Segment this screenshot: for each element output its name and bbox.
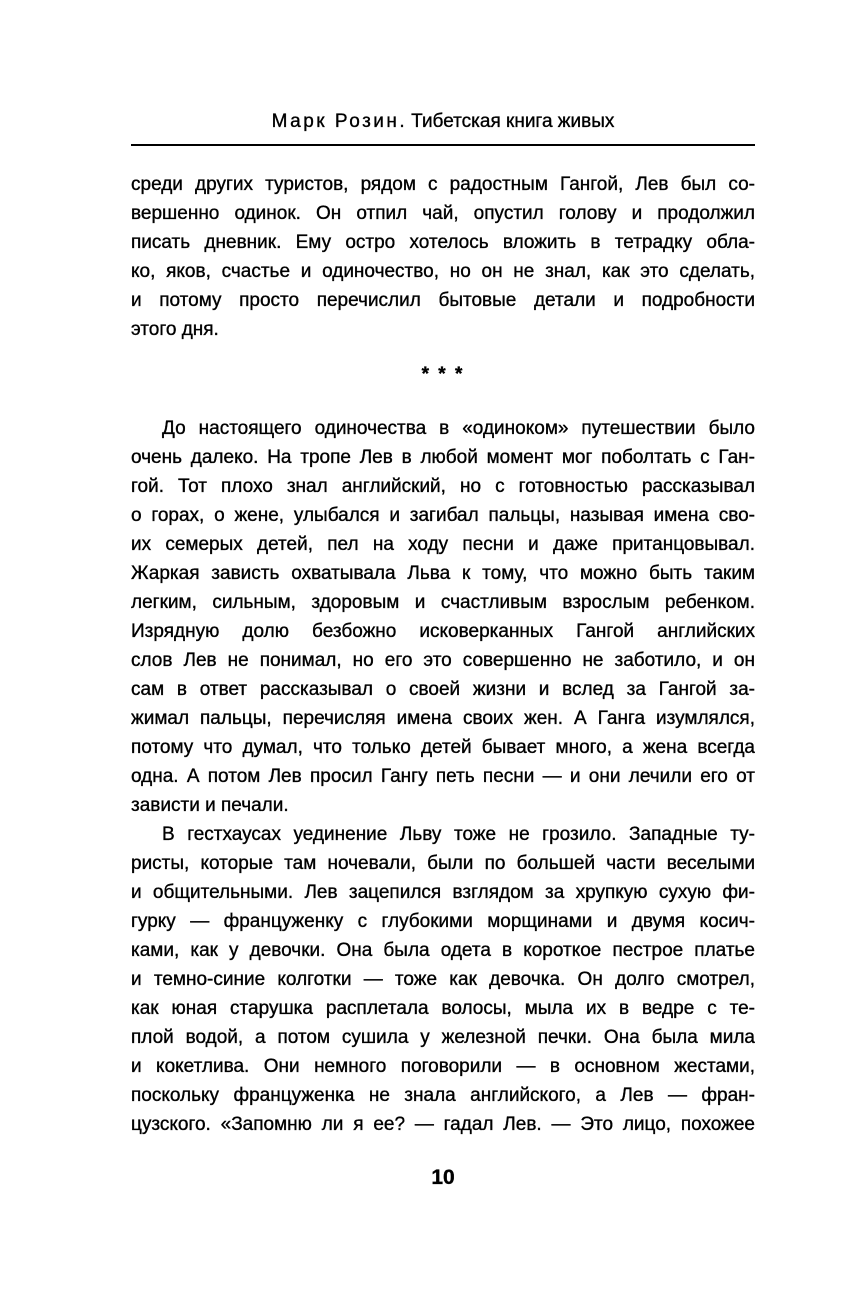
- header-rule: [131, 144, 755, 146]
- text-line: зависти и печали.: [131, 795, 289, 816]
- running-header: [131, 110, 755, 134]
- text-line: и кокетлива. Они немного поговорили — в основном жестами,: [131, 1056, 755, 1077]
- text-line: В гестхаусах уединение Льву тоже не грозило. Западные ту-: [162, 824, 755, 845]
- text-line: До настоящего одиночества в «одиноком» путешествии было: [162, 418, 755, 439]
- text-line: ристы, которые там ночевали, были по большей части веселыми: [131, 853, 755, 874]
- text-line: ками, как у девочки. Она была одета в короткое пестрое платье: [131, 940, 755, 961]
- text-line: вершенно одинок. Он отпил чай, опустил голову и продолжил: [131, 203, 755, 224]
- text-line: сам в ответ рассказывал о своей жизни и вслед за Гангой за-: [131, 679, 755, 700]
- text-line: этого дня.: [131, 319, 219, 340]
- text-line: жимал пальцы, перечисляя имена своих жен. А Ганга изумлялся,: [131, 708, 755, 729]
- text-line: Жаркая зависть охватывала Льва к тому, что можно быть таким: [131, 563, 755, 584]
- text-line: плой водой, а потом сушила у железной печки. Она была мила: [131, 1027, 755, 1048]
- text-line: очень далеко. На тропе Лев в любой момент мог поболтать с Ган-: [131, 447, 755, 468]
- text-line: их семерых детей, пел на ходу песни и даже пританцовывал.: [131, 534, 755, 555]
- text-line: писать дневник. Ему остро хотелось вложить в тетрадку обла-: [131, 232, 755, 253]
- text-line: и потому просто перечислил бытовые детали и подробности: [131, 290, 755, 311]
- text-line: легким, сильным, здоровым и счастливым взрослым ребенком.: [131, 592, 755, 613]
- text-line: и темно-синие колготки — тоже как девочка. Он долго смотрел,: [131, 969, 755, 990]
- page-text-block: [131, 170, 755, 1139]
- header-book-title: Тибетская книга живых: [411, 111, 615, 132]
- text-line: гой. Тот плохо знал английский, но с готовностью рассказывал: [131, 476, 755, 497]
- page-number: 10: [431, 1166, 455, 1189]
- text-line: потому что думал, что только детей бывает много, а жена всегда: [131, 737, 755, 758]
- text-line: как юная старушка расплетала волосы, мыла их в ведре с те-: [131, 998, 755, 1019]
- text-line: Изрядную долю безбожно исковерканных Гангой английских: [131, 621, 755, 642]
- text-line: среди других туристов, рядом с радостным Гангой, Лев был со-: [131, 174, 755, 195]
- text-line: гурку — француженку с глубокими морщинами и двумя косич-: [131, 911, 755, 932]
- text-line: слов Лев не понимал, но его это совершенно не заботило, и он: [131, 650, 755, 671]
- text-line: и общительными. Лев зацепился взглядом за хрупкую сухую фи-: [131, 882, 755, 903]
- text-line: цузского. «Запомню ли я ее? — гадал Лев. — Это лицо, похожее: [131, 1114, 755, 1135]
- text-line: одна. А потом Лев просил Гангу петь песни — и они лечили его от: [131, 766, 755, 787]
- text-line: ко, яков, счастье и одиночество, но он не знал, как это сделать,: [131, 261, 755, 282]
- text-line: о горах, о жене, улыбался и загибал пальцы, называя имена сво-: [131, 505, 755, 526]
- header-author: Марк Розин.: [271, 111, 408, 132]
- section-separator: * * *: [421, 364, 465, 385]
- text-line: поскольку француженка не знала английского, а Лев — фран-: [131, 1085, 755, 1106]
